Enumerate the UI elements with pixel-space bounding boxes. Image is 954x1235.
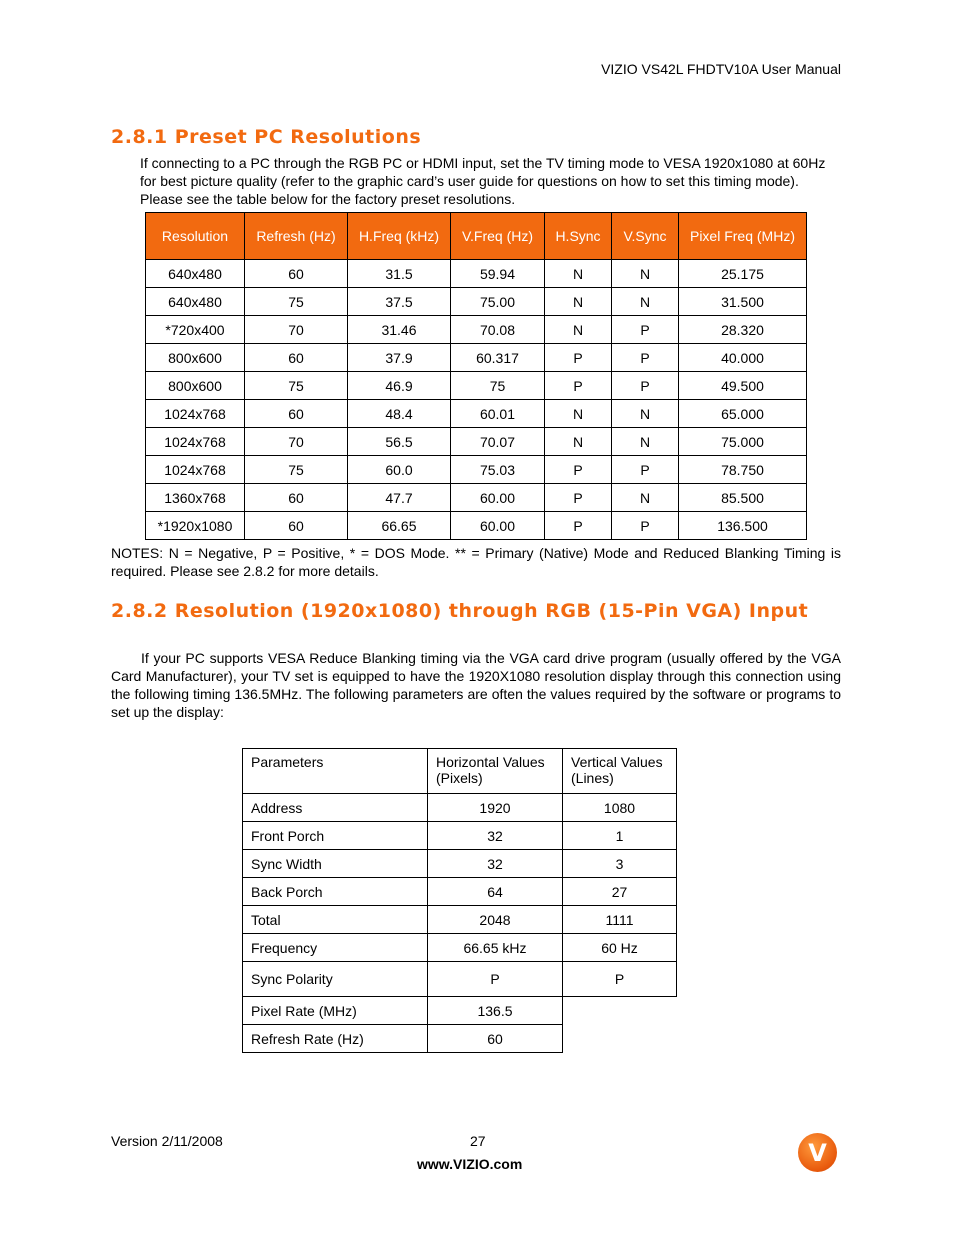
- page-number: 27: [470, 1133, 486, 1149]
- table-cell: 60: [245, 344, 348, 372]
- parameter-value: 64: [428, 878, 563, 906]
- table-cell: P: [612, 456, 679, 484]
- table-row: [146, 372, 807, 400]
- table-cell: 49.500: [679, 372, 807, 400]
- table-header-row: [146, 213, 807, 260]
- section2-intro: If your PC supports VESA Reduce Blanking timing via the VGA card drive program (usually offered by the VGA Card Manufacturer), your TV set is equipped to have the 1920X1080 resolution display through this connection using the following timing 136.5MHz. The following parameters are often the values required by the software or programs to set up the display:: [111, 650, 841, 720]
- table-row: [243, 794, 677, 822]
- col-hsync: H.Sync: [545, 213, 612, 260]
- parameter-value: 1080: [563, 794, 677, 822]
- table-cell: 800x600: [146, 372, 245, 400]
- table-cell: 70.07: [451, 428, 545, 456]
- parameter-value: 2048: [428, 906, 563, 934]
- manual-title: VIZIO VS42L FHDTV10A User Manual: [601, 61, 841, 77]
- logo-letter: V: [808, 1138, 827, 1167]
- table-row: [146, 316, 807, 344]
- table-cell: 1024x768: [146, 428, 245, 456]
- table-cell: 47.7: [348, 484, 451, 512]
- table-cell: 60: [245, 484, 348, 512]
- parameter-label: Address: [243, 794, 428, 822]
- empty-cell: [563, 1025, 677, 1053]
- table-cell: 75.03: [451, 456, 545, 484]
- parameter-label: Frequency: [243, 934, 428, 962]
- table-cell: N: [545, 288, 612, 316]
- parameter-label: Refresh Rate (Hz): [243, 1025, 428, 1053]
- table-row: [146, 288, 807, 316]
- table-cell: 65.000: [679, 400, 807, 428]
- table-row: [243, 934, 677, 962]
- parameter-value: 1: [563, 822, 677, 850]
- parameter-label: Sync Polarity: [243, 962, 428, 997]
- table-cell: 75.00: [451, 288, 545, 316]
- parameter-value: 1111: [563, 906, 677, 934]
- table-cell: 800x600: [146, 344, 245, 372]
- table-cell: N: [545, 428, 612, 456]
- table-row: [146, 512, 807, 540]
- parameter-label: Front Porch: [243, 822, 428, 850]
- table-cell: 70: [245, 428, 348, 456]
- table-row: [243, 850, 677, 878]
- table-cell: 78.750: [679, 456, 807, 484]
- empty-cell: [563, 997, 677, 1025]
- table-row: [146, 428, 807, 456]
- table-cell: P: [545, 372, 612, 400]
- table-cell: 75: [245, 456, 348, 484]
- table-row: [146, 484, 807, 512]
- table-cell: 60.00: [451, 512, 545, 540]
- table-cell: N: [545, 260, 612, 288]
- table-cell: 40.000: [679, 344, 807, 372]
- notes: NOTES: N = Negative, P = Positive, * = DOS Mode. ** = Primary (Native) Mode and Reduced Blanking Timing is required. Please see 2.8.2 for more details.: [111, 545, 841, 579]
- table-cell: N: [545, 316, 612, 344]
- table-cell: N: [612, 484, 679, 512]
- table-cell: N: [545, 400, 612, 428]
- table-cell: 48.4: [348, 400, 451, 428]
- table-cell: 60.01: [451, 400, 545, 428]
- table-cell: 31.5: [348, 260, 451, 288]
- col-vfreq: V.Freq (Hz): [451, 213, 545, 260]
- table-cell: P: [545, 344, 612, 372]
- table-cell: 70: [245, 316, 348, 344]
- col-horizontal: Horizontal Values (Pixels): [428, 749, 563, 794]
- parameter-value: 136.5: [428, 997, 563, 1025]
- col-hfreq: H.Freq (kHz): [348, 213, 451, 260]
- table-header-row: [243, 749, 677, 794]
- table-cell: 75: [245, 372, 348, 400]
- table-cell: 59.94: [451, 260, 545, 288]
- vizio-logo: [798, 1133, 837, 1172]
- table-row: [146, 260, 807, 288]
- table-cell: 1360x768: [146, 484, 245, 512]
- parameter-value: 3: [563, 850, 677, 878]
- parameter-value: 60: [428, 1025, 563, 1053]
- parameter-label: Sync Width: [243, 850, 428, 878]
- parameter-value: 32: [428, 822, 563, 850]
- table-cell: N: [612, 400, 679, 428]
- table-cell: 60: [245, 512, 348, 540]
- table-cell: 75: [245, 288, 348, 316]
- table-cell: P: [545, 456, 612, 484]
- section-title-rgb-input: 2.8.2 Resolution (1920x1080) through RGB (15-Pin VGA) Input: [111, 600, 809, 622]
- preset-resolutions-table: [145, 212, 807, 540]
- table-cell: 1024x768: [146, 456, 245, 484]
- table-cell: 37.9: [348, 344, 451, 372]
- table-cell: *1920x1080: [146, 512, 245, 540]
- table-cell: P: [545, 512, 612, 540]
- table-cell: N: [612, 260, 679, 288]
- table-row: [146, 344, 807, 372]
- table-row: [146, 456, 807, 484]
- table-cell: 136.500: [679, 512, 807, 540]
- version-text: Version 2/11/2008: [111, 1133, 223, 1149]
- section-title-preset-pc: 2.8.1 Preset PC Resolutions: [111, 126, 422, 148]
- table-row: [243, 997, 677, 1025]
- table-cell: 640x480: [146, 288, 245, 316]
- table-cell: N: [612, 288, 679, 316]
- table-row: [243, 822, 677, 850]
- table-cell: 31.46: [348, 316, 451, 344]
- website-link[interactable]: www.VIZIO.com: [417, 1156, 523, 1172]
- parameter-value: 1920: [428, 794, 563, 822]
- parameter-value: 60 Hz: [563, 934, 677, 962]
- parameter-value: 32: [428, 850, 563, 878]
- table-cell: 75.000: [679, 428, 807, 456]
- table-cell: 85.500: [679, 484, 807, 512]
- parameter-label: Back Porch: [243, 878, 428, 906]
- table-row: [243, 1025, 677, 1053]
- table-cell: N: [612, 428, 679, 456]
- col-pixel-freq: Pixel Freq (MHz): [679, 213, 807, 260]
- table-cell: 60: [245, 400, 348, 428]
- parameter-value: P: [563, 962, 677, 997]
- table-cell: 28.320: [679, 316, 807, 344]
- table-cell: 1024x768: [146, 400, 245, 428]
- table-row: [243, 878, 677, 906]
- col-parameters: Parameters: [243, 749, 428, 794]
- table-cell: 75: [451, 372, 545, 400]
- table-cell: 56.5: [348, 428, 451, 456]
- parameter-label: Total: [243, 906, 428, 934]
- table-cell: 66.65: [348, 512, 451, 540]
- table-cell: 31.500: [679, 288, 807, 316]
- table-cell: 640x480: [146, 260, 245, 288]
- table-cell: *720x400: [146, 316, 245, 344]
- section1-intro: If connecting to a PC through the RGB PC or HDMI input, set the TV timing mode to VESA 1920x1080 at 60Hz for best picture quality (refer to the graphic card’s user guide for questions on how to set this timing mode). Please see the table below for the factory preset resolutions.: [140, 155, 826, 207]
- col-resolution: Resolution: [146, 213, 245, 260]
- table-cell: P: [612, 344, 679, 372]
- table-row: [243, 906, 677, 934]
- table-cell: 25.175: [679, 260, 807, 288]
- table-row: [146, 400, 807, 428]
- parameter-value: P: [428, 962, 563, 997]
- table-cell: 60.317: [451, 344, 545, 372]
- table-cell: 37.5: [348, 288, 451, 316]
- table-row: [243, 962, 677, 997]
- table-cell: P: [612, 372, 679, 400]
- col-refresh: Refresh (Hz): [245, 213, 348, 260]
- parameter-value: 27: [563, 878, 677, 906]
- table-cell: 70.08: [451, 316, 545, 344]
- col-vsync: V.Sync: [612, 213, 679, 260]
- parameter-value: 66.65 kHz: [428, 934, 563, 962]
- table-cell: P: [612, 512, 679, 540]
- table-cell: 60.00: [451, 484, 545, 512]
- table-cell: P: [545, 484, 612, 512]
- timing-parameters-table: [242, 748, 677, 1053]
- table-cell: 46.9: [348, 372, 451, 400]
- parameter-label: Pixel Rate (MHz): [243, 997, 428, 1025]
- col-vertical: Vertical Values (Lines): [563, 749, 677, 794]
- table-cell: 60.0: [348, 456, 451, 484]
- table-cell: 60: [245, 260, 348, 288]
- table-cell: P: [612, 316, 679, 344]
